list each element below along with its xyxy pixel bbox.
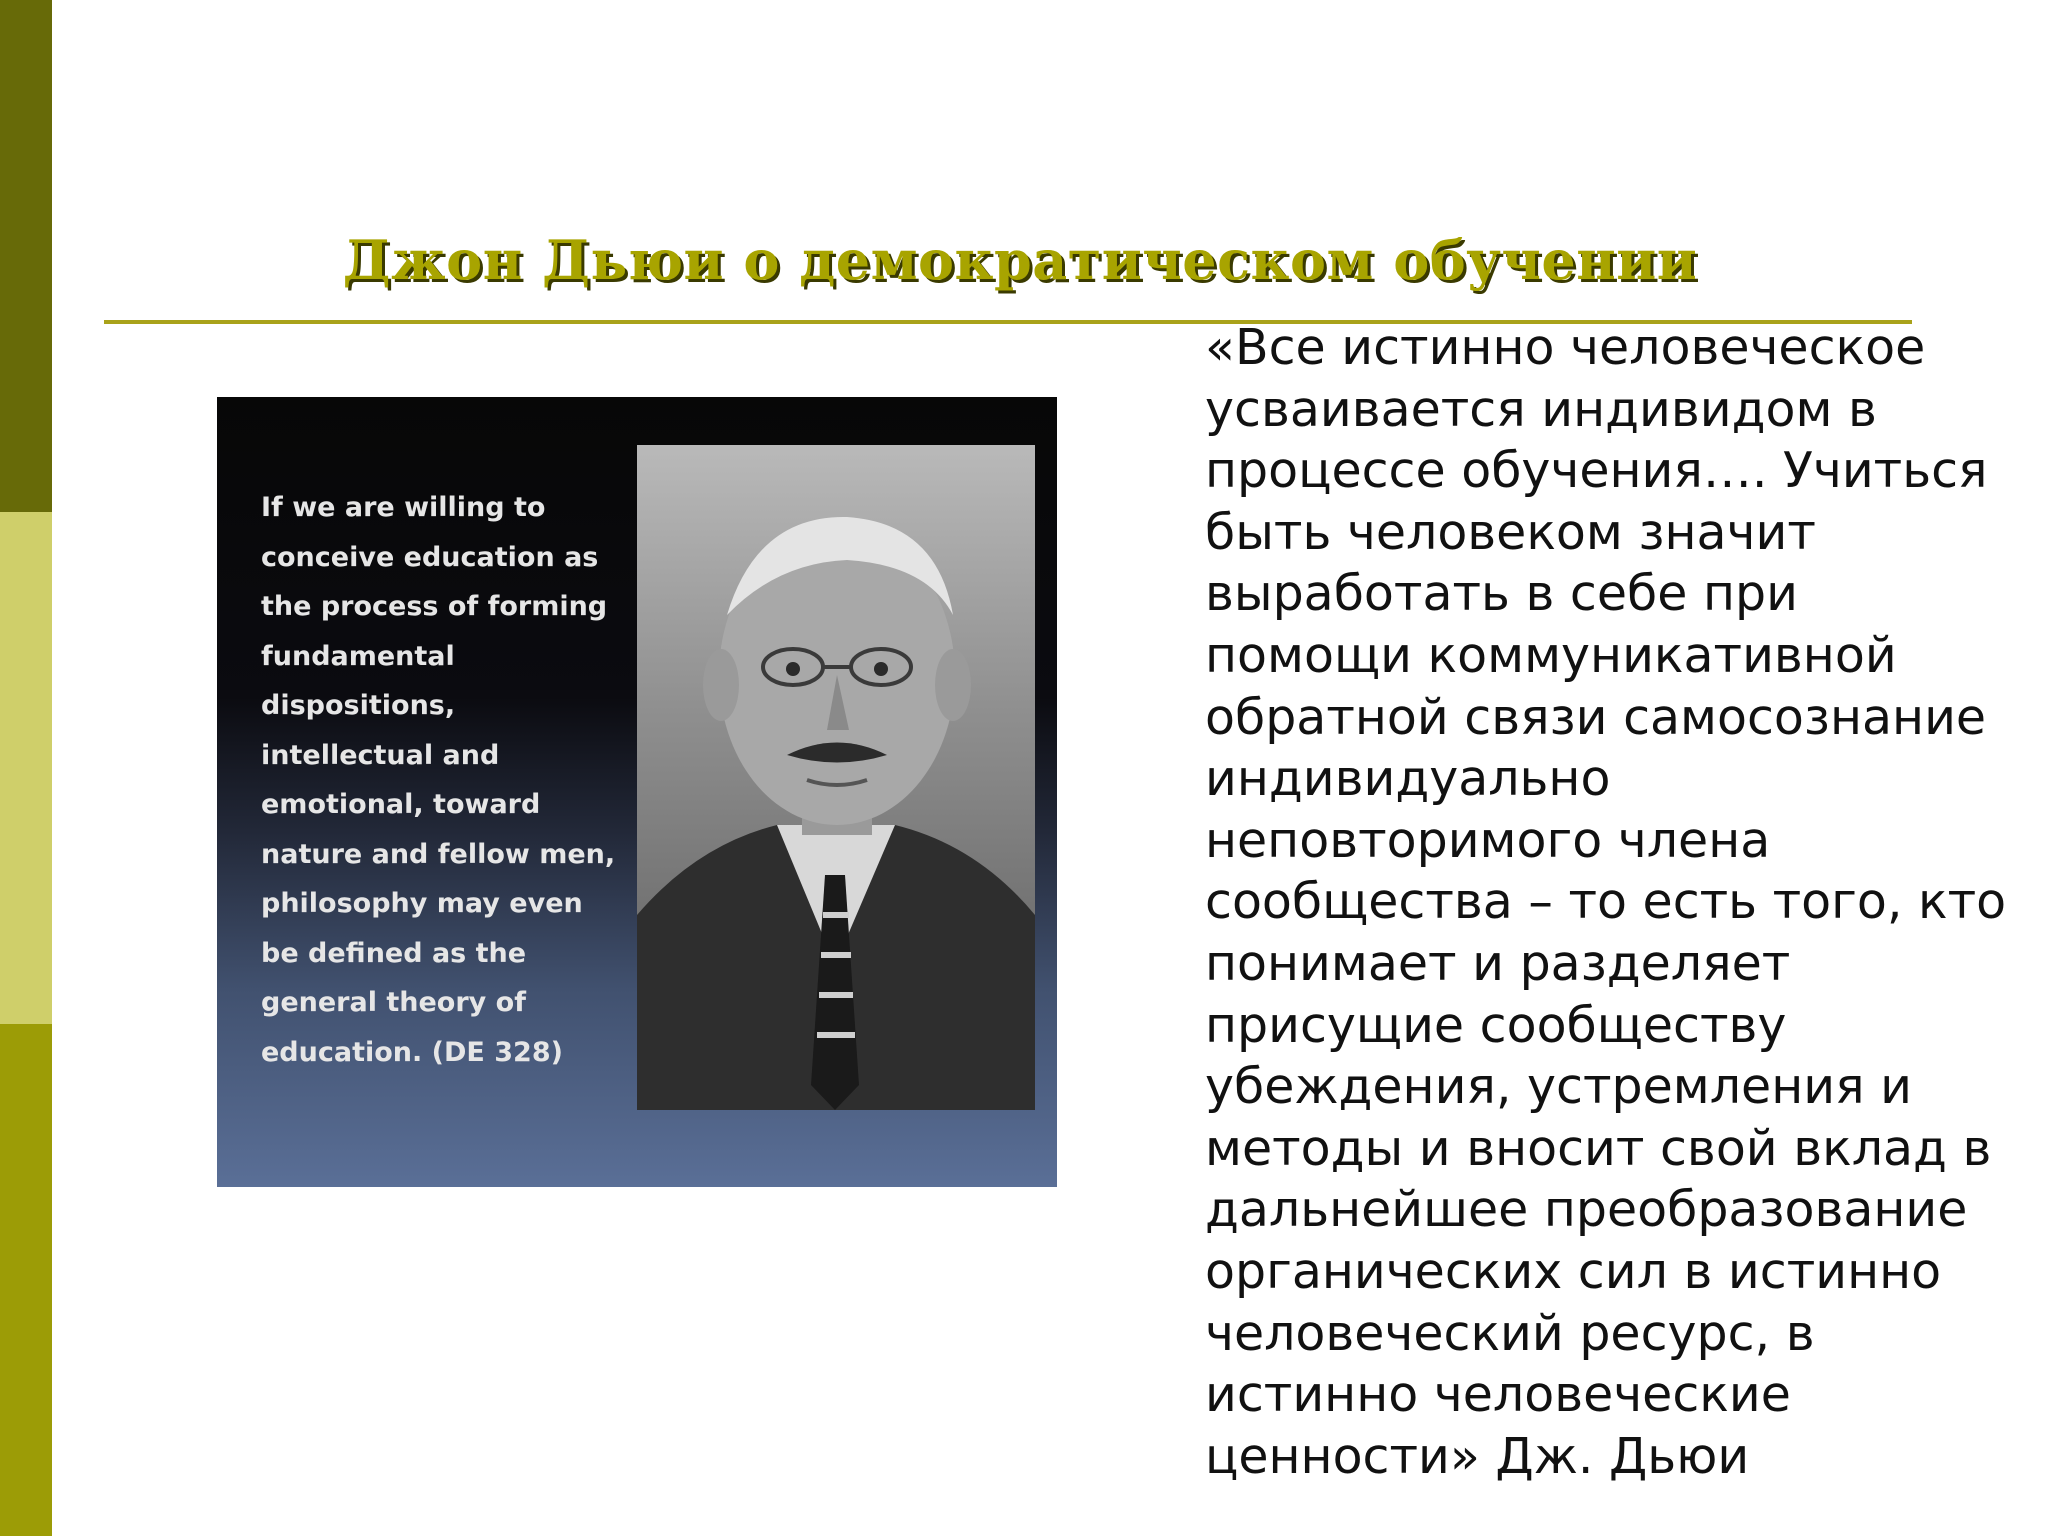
image-quote-text: If we are willing to conceive education as the process of forming fundamental dispositions, intellectual and emotional, toward nature and fellow men, philosophy may even be defined as the general theory of education. (DE 328) bbox=[261, 492, 616, 1068]
sidebar-decoration bbox=[0, 0, 52, 1536]
portrait-illustration bbox=[637, 445, 1035, 1110]
sidebar-segment-dark bbox=[0, 0, 52, 512]
portrait-photo bbox=[637, 445, 1035, 1110]
dewey-quote-image bbox=[217, 397, 1057, 1187]
slide-title: Джон Дьюи о демократическом обучении bbox=[342, 228, 1698, 292]
dewey-quote-text: «Все истинно человеческое усваивается индивидом в процессе обучения…. Учиться быть человеком значит выработать в себе при помощи коммуникативной обратной связи самосознание индивидуально неповторимого члена сообщества – то есть того, кто понимает и разделяет присущие сообществу убеждения, устремления и методы и вносит свой вклад в дальнейшее преобразование органических сил в истинно человеческий ресурс, в истинно человеческие ценности» Дж. Дьюи bbox=[1205, 319, 2007, 1485]
sidebar-segment-light bbox=[0, 512, 52, 1024]
sidebar-segment-mid bbox=[0, 1024, 52, 1536]
